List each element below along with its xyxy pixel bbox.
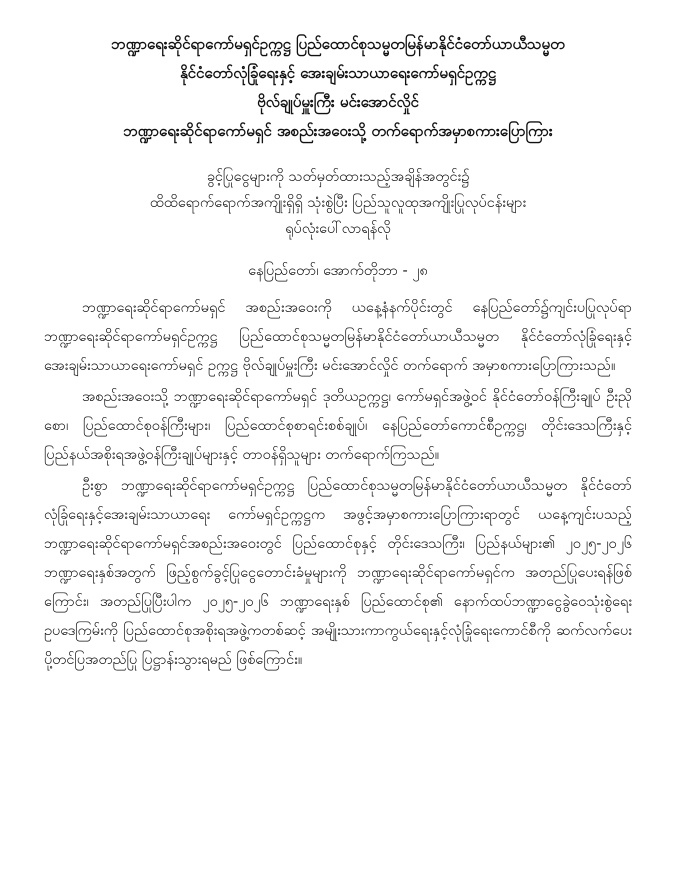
- body-paragraph-3: ဦးစွာ ဘဏ္ဍာရေးဆိုင်ရာကော်မရှင်ဥက္ကဋ္ဌ ပြည်ထောင်စုသမ္မတမြန်မာနိုင်ငံတော်ယာယီသမ္မတ နိုင်ငံတော်လုံခြုံရေးနှင့်အေးချမ်းသာယာရေး ကော်မရှင်ဥက္ကဋ္ဌက အဖွင့်အမှာစကားပြောကြားရာတွင် ယနေ့ကျင်းပသည့် ဘဏ္ဍာရေးဆိုင်ရာကော်မရှင်အစည်းအဝေးတွင် ပြည်ထောင်စုနှင့် တိုင်းဒေသကြီး၊ ပြည်နယ်များ၏ ၂၀၂၅-၂၀၂၆ ဘဏ္ဍာရေးနှစ်အတွက် ဖြည့်စွက်ခွင့်ပြုငွေတောင်းခံမှုများကို ဘဏ္ဍာရေးဆိုင်ရာကော်မရှင်က အတည်ပြုပေးရန်ဖြစ်ကြောင်း၊ အတည်ပြုပြီးပါက ၂၀၂၅-၂၀၂၆ ဘဏ္ဍာရေးနှစ် ပြည်ထောင်စု၏ နောက်ထပ်ဘဏ္ဍာငွေခွဲဝေသုံးစွဲရေးဥပဒေကြမ်းကို ပြည်ထောင်စုအစိုးရအဖွဲ့ကတစ်ဆင့် အမျိုးသားကာကွယ်ရေးနှင့်လုံခြုံရေးကောင်စီကို ဆက်လက်ပေးပို့တင်ပြအတည်ပြု ပြဋ္ဌာန်းသွားရမည် ဖြစ်ကြောင်း။: [44, 478, 632, 668]
- headline-line-2: နိုင်ငံတော်လုံခြုံရေးနှင့် အေးချမ်းသာယာရေးကော်မရှင်ဥက္ကဋ္ဌ: [179, 64, 497, 82]
- headline-line-1: ဘဏ္ဍာရေးဆိုင်ရာကော်မရှင်ဥက္ကဋ္ဌ ပြည်ထောင်စုသမ္မတမြန်မာနိုင်ငံတော်ယာယီသမ္မတ: [111, 35, 565, 53]
- subhead-line-2: ထိထိရောက်ရောက်အကျိုးရှိရှိ သုံးစွဲပြီး ပြည်သူလူထုအကျိုးပြုလုပ်ငန်းများ: [149, 195, 527, 211]
- dateline: နေပြည်တော်၊ အောက်တိုဘာ - ၂၈: [248, 263, 428, 279]
- subhead-line-3: ရုပ်လုံးပေါ်လာရန်လို: [285, 221, 391, 237]
- subhead-line-1: ခွင့်ပြုငွေများကို သတ်မှတ်ထားသည့်အချိန်အတွင်း၌: [206, 169, 470, 185]
- subhead: [44, 164, 632, 242]
- body-paragraph-2: အစည်းအဝေးသို့ ဘဏ္ဍာရေးဆိုင်ရာကော်မရှင် ဒုတိယဥက္ကဋ္ဌ၊ ကော်မရှင်အဖွဲ့ဝင် နိုင်ငံတော်ဝန်ကြီးချုပ် ဦးညိုစော၊ ပြည်ထောင်စုဝန်ကြီးများ၊ ပြည်ထောင်စုစာရင်းစစ်ချုပ်၊ နေပြည်တော်ကောင်စီဥက္ကဋ္ဌ၊ တိုင်းဒေသကြီးနှင့် ပြည်နယ်အစိုးရအဖွဲ့ဝန်ကြီးချုပ်များနှင့် တာဝန်ရှိသူများ တက်ရောက်ကြသည်။: [44, 389, 632, 463]
- headline-line-4: ဘဏ္ဍာရေးဆိုင်ရာကော်မရှင် အစည်းအဝေးသို့ တက်ရောက်အမှာစကားပြောကြား: [123, 122, 553, 140]
- headline-line-3: ဗိုလ်ချုပ်မှူးကြီး မင်းအောင်လှိုင်: [257, 93, 419, 111]
- body-paragraph-1: ဘဏ္ဍာရေးဆိုင်ရာကော်မရှင် အစည်းအဝေးကို ယနေ့နံနက်ပိုင်းတွင် နေပြည်တော်၌ကျင်းပပြုလုပ်ရာ ဘဏ္ဍာရေးဆိုင်ရာကော်မရှင်ဥက္ကဋ္ဌ ပြည်ထောင်စုသမ္မတမြန်မာနိုင်ငံတော်ယာယီသမ္မတ နိုင်ငံတော်လုံခြုံရေးနှင့်အေးချမ်းသာယာရေးကော်မရှင် ဥက္ကဋ္ဌ ဗိုလ်ချုပ်မှူးကြီး မင်းအောင်လှိုင် တက်ရောက် အမှာစကားပြောကြားသည်။: [44, 300, 632, 374]
